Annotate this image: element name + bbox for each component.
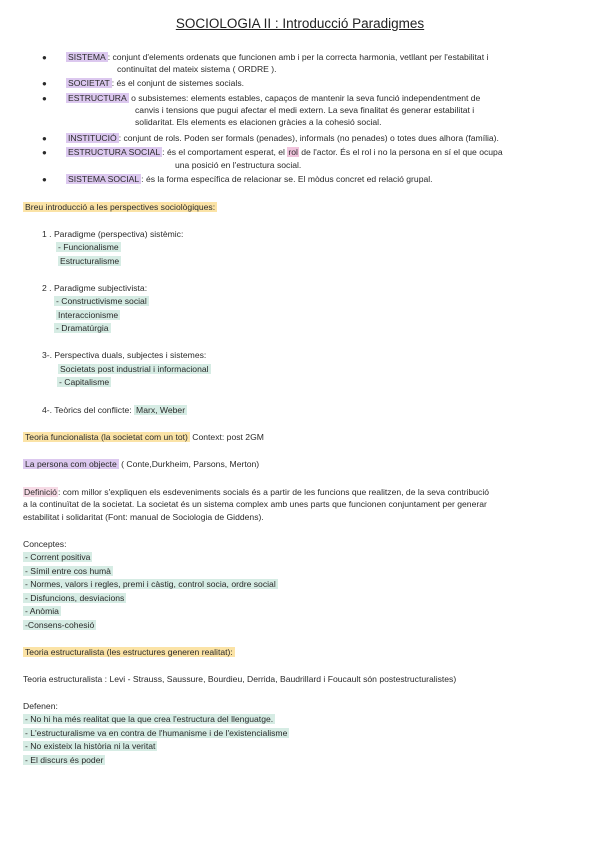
definition-institucio: INSTITUCIÓ : conjunt de rols. Poden ser formals (penades), informals (no penades) o totes dues alhora (família). <box>68 133 499 143</box>
paradigm-2-item: - Dramatúrgia <box>56 323 109 333</box>
paradigm-1-item: Estructuralisme <box>60 256 120 266</box>
estructuralista-authors: Teoria estructuralista : Levi - Strauss, Saussure, Bourdieu, Derrida, Baudrillard i Foucault són postestructuralistes) <box>23 674 457 684</box>
definition-sistema: SISTEMA : conjunt d'elements ordenats que funcionen amb i per la correcta harmonia, vetllant per l'estabilitat i <box>68 52 489 62</box>
concept-item: - Disfuncions, desviacions <box>25 593 125 603</box>
paradigm-3-item: - Capitalisme <box>59 377 110 387</box>
defenen-title: Defenen: <box>23 701 58 711</box>
definition-estructura-social: ESTRUCTURA SOCIAL : és el comportament esperat, el rol de l'actor. És el rol i no la persona en sí el que ocupa <box>68 147 503 157</box>
paradigm-1-title: 1 . Paradigme (perspectiva) sistèmic: <box>42 229 184 239</box>
perspectives-heading: Breu introducció a les perspectives sociològiques: <box>25 202 216 212</box>
definicio-cont: estabilitat i solidaritat (Font: manual de Sociologia de Giddens). <box>23 512 264 522</box>
paradigm-2-item: - Constructivisme social <box>56 296 147 306</box>
definition-estructura-cont: solidaritat. Els elements es elacionen gràcies a la cohesió social. <box>135 117 382 127</box>
estructuralista-heading: Teoria estructuralista (les estructures generen realitat): <box>25 647 233 657</box>
definicio-cont: a la continuïtat de la societat. La societat és un sistema complex amb unes parts que funcionen conjuntament per generar <box>23 499 487 509</box>
page-title: SOCIOLOGIA II : Introducció Paradigmes <box>175 16 425 31</box>
persona-line: La persona com objecte ( Conte,Durkheim, Parsons, Merton) <box>25 459 260 469</box>
defend-item: - El discurs és poder <box>25 755 104 765</box>
definition-sistema-social: SISTEMA SOCIAL : és la forma específica de relacionar se. El mòdus concret ed relació grupal. <box>68 174 433 184</box>
bullet-icon: ● <box>42 53 47 62</box>
bullet-icon: ● <box>42 148 47 157</box>
definition-societat: SOCIETAT : és el conjunt de sistemes socials. <box>68 78 245 88</box>
paradigm-2-item: Interaccionisme <box>58 310 119 320</box>
definition-estructura: ESTRUCTURA o subsistemes: elements estables, capaços de mantenir la seva funció independentment de <box>68 93 481 103</box>
concept-item: - Corrent positiva <box>25 552 91 562</box>
concept-item: -Consens-cohesió <box>25 620 95 630</box>
definicio-line: Definició: com millor s'expliquen els esdeveniments socials és a partir de les funcions que realitzen, de la seva contribució <box>24 487 490 497</box>
defend-item: - L'estructuralisme va en contra de l'humanisme i de l'existencialisme <box>25 728 288 738</box>
definition-estructura-social-cont: una posició en l'estructura social. <box>175 160 302 170</box>
concepts-title: Conceptes: <box>23 539 67 549</box>
concept-item: - Anòmia <box>25 606 59 616</box>
funcionalista-heading: Teoria funcionalista (la societat com un tot) Context: post 2GM <box>25 432 264 442</box>
bullet-icon: ● <box>42 94 47 103</box>
bullet-icon: ● <box>42 175 47 184</box>
paradigm-2-title: 2 . Paradigme subjectivista: <box>42 283 148 293</box>
paradigm-1-item: - Funcionalisme <box>58 242 119 252</box>
concept-item: - Normes, valors i regles, premi i càstig, control socia, ordre social <box>25 579 276 589</box>
paradigm-4-title: 4-. Teòrics del conflicte: Marx, Weber <box>42 405 186 415</box>
defend-item: - No existeix la història ni la veritat <box>25 741 156 751</box>
paradigm-3-item: Societats post industrial i informacional <box>60 364 209 374</box>
paradigm-3-title: 3-. Perspectiva duals, subjectes i sistemes: <box>42 350 207 360</box>
definition-sistema-cont: continuïtat del mateix sistema ( ORDRE ). <box>117 64 277 74</box>
definition-estructura-cont: canvis i tensions que pugui afectar el medi extern. La seva finalitat és generar estabilitat i <box>135 105 475 115</box>
defend-item: - No hi ha més realitat que la que crea l'estructura del llenguatge. <box>25 714 274 724</box>
concept-item: - Símil entre cos humà <box>25 566 111 576</box>
bullet-icon: ● <box>42 79 47 88</box>
bullet-icon: ● <box>42 134 47 143</box>
